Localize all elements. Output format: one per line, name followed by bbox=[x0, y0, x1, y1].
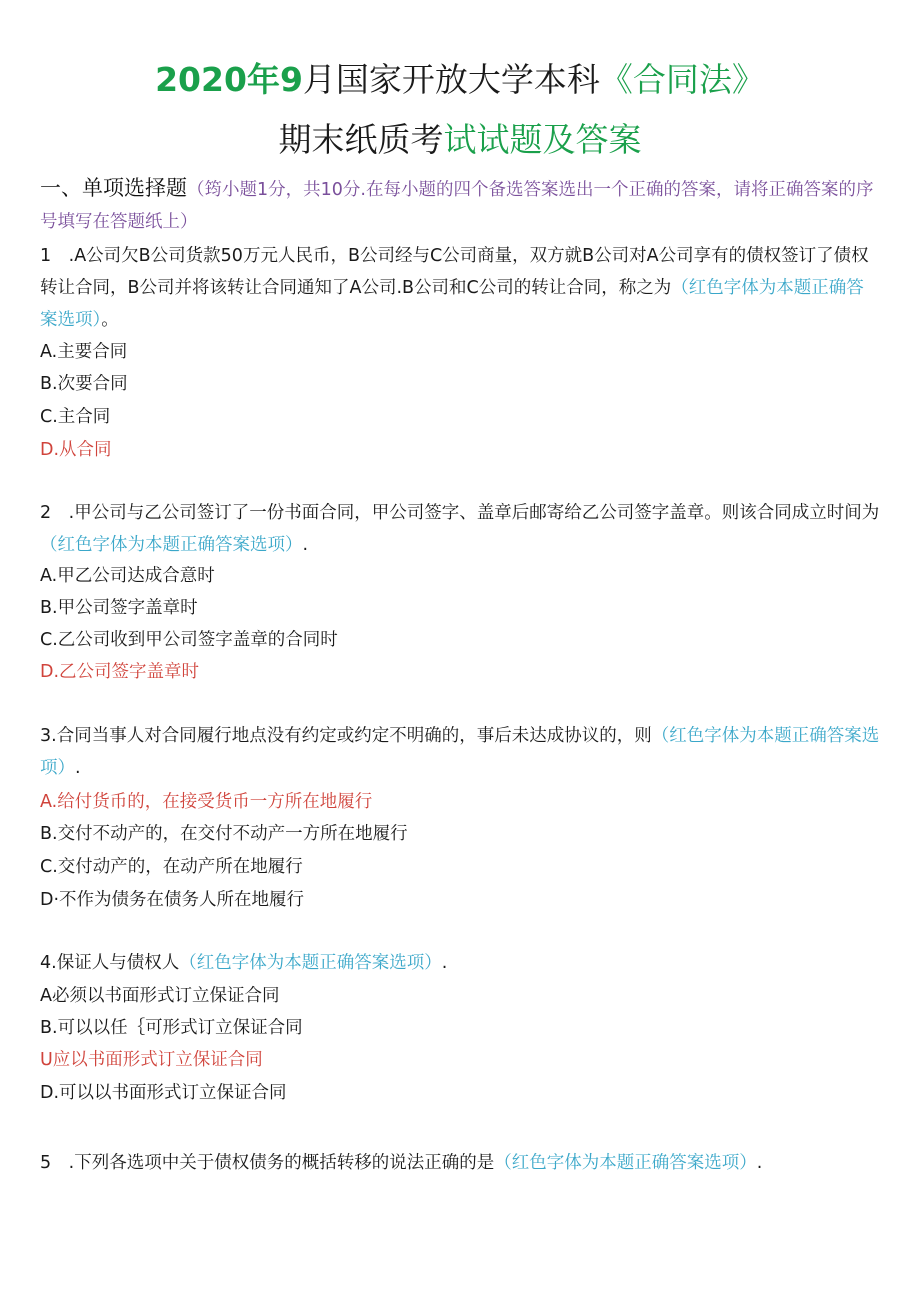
question-4-option-a: A必须以书面形式订立保证合同 bbox=[40, 986, 280, 1006]
question-5-stem: 5 .下列各选项中关于债权债务的概括转移的说法正确的是（红色字体为本题正确答案选项）. bbox=[40, 1153, 763, 1173]
title-course: 《合同法》 bbox=[599, 60, 765, 99]
question-1-option-a: A.主要合同 bbox=[40, 342, 128, 362]
answer-hint: （红色字体为本题正确答案选项） bbox=[40, 535, 303, 555]
section-instruction: （筠小题1分，共10分.在每小题的四个备选答案选出一个正确的答案，请将正确答案的序号填写在答题纸上） bbox=[40, 180, 874, 232]
question-2-option-b: B.甲公司签字盖章时 bbox=[40, 598, 198, 618]
question-2-option-c: C.乙公司收到甲公司签字盖章的合同时 bbox=[40, 630, 338, 650]
question-2-option-d-correct: D.乙公司签字盖章时 bbox=[40, 662, 200, 682]
question-1-option-b: B.次要合同 bbox=[40, 374, 128, 394]
section-header bbox=[40, 172, 876, 238]
section-heading: 一、单项选择题 bbox=[40, 176, 187, 200]
question-4-option-d: D.可以以书面形式订立保证合同 bbox=[40, 1083, 287, 1103]
title-university: 月国家开放大学本科 bbox=[302, 60, 600, 99]
question-1-option-d-correct: D.从合同 bbox=[40, 440, 112, 460]
question-3-option-b: B.交付不动产的，在交付不动产一方所在地履行 bbox=[40, 824, 408, 844]
question-3-option-a-correct: A.给付货币的，在接受货币一方所在地履行 bbox=[40, 792, 373, 812]
question-3-option-c: C.交付动产的，在动产所在地履行 bbox=[40, 857, 303, 877]
document-title-line-1 bbox=[0, 54, 920, 101]
question-2-stem: 2 .甲公司与乙公司签订了一份书面合同，甲公司签字、盖章后邮寄给乙公司签字盖章。则该合同成立时间为（红色字体为本题正确答案选项）. bbox=[40, 503, 880, 555]
question-3-option-d: D·不作为债务在债务人所在地履行 bbox=[40, 890, 305, 910]
question-1-stem: 1 .A公司欠B公司货款50万元人民币，B公司经与C公司商量，双方就B公司对A公司享有的债权签订了债权转让合同，B公司并将该转让合同通知了A公司.B公司和C公司的转让合同，称之为（红色字体为本题正确答案选项）。 bbox=[40, 246, 869, 330]
title-answers: 试试题及答案 bbox=[443, 120, 642, 159]
answer-hint: （红色字体为本题正确答案选项） bbox=[40, 278, 864, 330]
question-4-option-b: B.可以以任｛可形式订立保证合同 bbox=[40, 1018, 303, 1038]
answer-hint: （红色字体为本题正确答案选项） bbox=[179, 953, 442, 973]
question-4-stem: 4.保证人与债权人（红色字体为本题正确答案选项）. bbox=[40, 953, 448, 973]
answer-hint: （红色字体为本题正确答案选项） bbox=[494, 1153, 757, 1173]
question-4-option-c-correct: U应以书面形式订立保证合同 bbox=[40, 1050, 263, 1070]
question-2-option-a: A.甲乙公司达成合意时 bbox=[40, 566, 215, 586]
question-1-option-c: C.主合同 bbox=[40, 407, 111, 427]
question-3-stem: 3.合同当事人对合同履行地点没有约定或约定不明确的，事后未达成协议的，则（红色字体为本题正确答案选项）. bbox=[40, 726, 880, 778]
title-exam: 期末纸质考 bbox=[278, 120, 444, 159]
document-title-line-2 bbox=[0, 114, 920, 161]
answer-hint: （红色字体为本题正确答案选项） bbox=[40, 726, 880, 778]
title-year: 2020年9 bbox=[155, 60, 303, 99]
